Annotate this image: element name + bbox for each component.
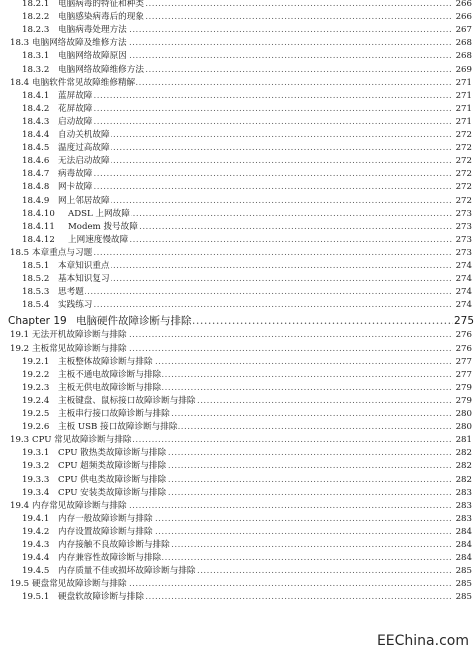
toc-number: 18.2.3 [22, 25, 50, 36]
toc-page-number: 272 [455, 143, 472, 154]
toc-page-number: 277 [455, 356, 472, 367]
toc-page-number: 285 [455, 566, 472, 577]
toc-section [0, 578, 475, 590]
toc-title: 网卡故障 [58, 182, 93, 193]
toc-number: 18.2.1 [22, 0, 50, 9]
toc-page-number: 273 [455, 208, 472, 219]
toc-chapter [0, 313, 475, 329]
toc-title: 思考题 [58, 287, 84, 298]
toc-number: Chapter 19 [8, 315, 67, 328]
toc-number: 18.4.2 [22, 103, 50, 114]
toc-section [0, 37, 475, 49]
toc-page-number: 273 [455, 247, 472, 258]
toc-page-number: 273 [455, 221, 472, 232]
toc-number: 18.4.12 [22, 234, 55, 245]
toc-page-number: 283 [455, 500, 472, 511]
toc-section [0, 500, 475, 512]
toc-page-number: 284 [455, 553, 472, 564]
toc-subsection [0, 286, 475, 298]
toc-section [0, 247, 475, 259]
toc-page-number: 285 [455, 592, 472, 603]
toc-page-number: 268 [455, 51, 472, 62]
toc-subsection [0, 408, 475, 420]
toc-subsection [0, 50, 475, 62]
toc-number: 19.4.1 [22, 513, 50, 524]
toc-page-number: 280 [455, 422, 472, 433]
toc-number: 18.4 [10, 77, 30, 88]
watermark: EEChina.com [376, 633, 469, 649]
toc-title: 主板不通电故障诊断与排除 [58, 369, 162, 380]
toc-title: 蓝屏故障 [58, 90, 93, 101]
toc-number: 18.5.4 [22, 300, 50, 311]
toc-number: 19.2 [10, 343, 30, 354]
toc-subsection [0, 526, 475, 538]
toc-number: 19.4.2 [22, 526, 50, 537]
toc-title: 基本知识复习 [58, 274, 110, 285]
toc-subsection [0, 168, 475, 180]
toc-leader [58, 181, 453, 193]
toc-subsection [0, 64, 475, 76]
toc-subsection [0, 460, 475, 472]
toc-number: 18.2.2 [22, 12, 50, 23]
toc-number: 19.3.4 [22, 487, 50, 498]
toc-subsection [0, 116, 475, 128]
toc-title: 花屏故障 [58, 103, 93, 114]
toc-number: 19.4.5 [22, 566, 50, 577]
toc-page-number: 271 [455, 116, 472, 127]
toc-subsection [0, 487, 475, 499]
toc-number: 19.4.3 [22, 540, 50, 550]
toc-number: 19.3 [10, 435, 30, 446]
toc-title: 主板无供电故障诊断与排除 [58, 382, 162, 393]
toc-subsection [0, 421, 475, 433]
toc-section [0, 343, 475, 355]
toc-subsection [0, 565, 475, 577]
toc-leader [58, 129, 453, 141]
toc-subsection [0, 11, 475, 23]
toc-page-number: 266 [455, 12, 472, 23]
toc-number: 19.2.3 [22, 382, 50, 393]
toc-page-number: 284 [455, 540, 472, 550]
toc-number: 18.5 [10, 247, 30, 258]
toc-leader [32, 247, 453, 259]
toc-title: 无法启动故障 [58, 156, 110, 167]
toc-title: 本章知识重点 [58, 261, 110, 271]
toc-number: 18.4.1 [22, 90, 50, 101]
toc-title: 电脑网络故障及维修方法 [32, 38, 127, 49]
toc-page-number: 271 [455, 103, 472, 114]
toc-leader [58, 286, 453, 298]
toc-title: 电脑网络故障维修方法 [58, 64, 144, 75]
toc-leader [58, 299, 453, 311]
toc-page-number: 267 [455, 25, 472, 36]
toc-page-number: 281 [455, 435, 472, 446]
toc-page-number: 280 [455, 409, 472, 419]
toc-subsection [0, 447, 475, 459]
toc-title: 内存一般故障诊断与排除 [58, 513, 153, 524]
toc-number: 18.5.3 [22, 287, 50, 298]
toc-title: 内存质量不佳或损坏故障诊断与排除 [58, 566, 196, 577]
toc-title: CPU 供电类故障诊断与排除 [58, 474, 167, 485]
toc-title: CPU 安装类故障诊断与排除 [58, 487, 167, 498]
toc-subsection [0, 552, 475, 564]
toc-title: 主板整体故障诊断与排除 [58, 356, 153, 367]
toc-subsection [0, 103, 475, 115]
toc-subsection [0, 273, 475, 285]
toc-title: 硬盘软故障诊断与排除 [58, 592, 144, 603]
toc-subsection [0, 369, 475, 381]
toc-subsection [0, 539, 475, 551]
toc-title: 电脑硬件故障诊断与排除 [76, 315, 192, 328]
toc-subsection [0, 142, 475, 154]
toc-page-number: 272 [455, 169, 472, 180]
toc-page-number: 274 [455, 300, 472, 311]
toc-leader [58, 195, 453, 207]
toc-page-number: 283 [455, 487, 472, 498]
toc-page-number: 272 [455, 130, 472, 140]
toc-title: 内存常见故障诊断与排除 [32, 500, 127, 511]
toc-page-number: 282 [455, 474, 472, 485]
toc-page-number: 283 [455, 513, 472, 524]
toc-subsection [0, 221, 475, 233]
toc-title: 启动故障 [58, 116, 93, 127]
toc-number: 18.3.2 [22, 64, 50, 75]
toc-title: CPU 常见故障诊断与排除 [32, 435, 132, 446]
toc-page-number: 275 [454, 315, 475, 328]
toc-title: 电脑网络故障原因 [58, 51, 127, 62]
toc-number: 18.4.8 [22, 182, 50, 193]
toc-page-number: 274 [455, 287, 472, 298]
toc-title: 上网速度慢故障 [68, 234, 129, 245]
toc-number: 19.2.6 [22, 422, 50, 433]
toc-subsection [0, 474, 475, 486]
toc-title: 主板串行接口故障诊断与排除 [58, 409, 170, 419]
toc-subsection [0, 195, 475, 207]
toc-page-number: 282 [455, 461, 472, 472]
toc-subsection [0, 234, 475, 246]
toc-title: 温度过高故障 [58, 143, 110, 154]
toc-subsection [0, 181, 475, 193]
toc-subsection [0, 591, 475, 603]
toc-title: ADSL 上网故障 [68, 208, 130, 219]
toc-page-number: 272 [455, 182, 472, 193]
toc-page-number: 272 [455, 156, 472, 167]
toc-number: 18.4.3 [22, 116, 50, 127]
toc-number: 18.3.1 [22, 51, 50, 62]
toc-number: 18.4.11 [22, 221, 55, 232]
toc-subsection [0, 382, 475, 394]
toc-title: CPU 散热类故障诊断与排除 [58, 448, 167, 459]
toc-title: 内存接触不良故障诊断与排除 [58, 540, 170, 550]
toc-page-number: 274 [455, 274, 472, 285]
toc-title: 电脑软件常见故障维修精解 [32, 77, 136, 88]
toc-number: 19.4 [10, 500, 30, 511]
toc-leader [58, 155, 453, 167]
toc-page-number: 271 [455, 77, 472, 88]
toc-number: 19.5.1 [22, 592, 50, 603]
toc-title: 网上邻居故障 [58, 195, 110, 206]
toc-page-number: 271 [455, 90, 472, 101]
toc-page-number: 279 [455, 382, 472, 393]
toc-number: 18.3 [10, 38, 30, 49]
toc-subsection [0, 208, 475, 220]
toc-number: 18.4.10 [22, 208, 55, 219]
toc-number: 18.5.2 [22, 274, 50, 285]
toc-title: 自动关机故障 [58, 130, 110, 140]
toc-number: 19.2.1 [22, 356, 50, 367]
toc-page-number: 268 [455, 38, 472, 49]
toc-subsection [0, 260, 475, 272]
toc-number: 19.3.1 [22, 448, 50, 459]
toc-number: 19.3.3 [22, 474, 50, 485]
toc-title: 电脑感染病毒后的现象 [58, 12, 144, 23]
toc-leader [58, 168, 453, 180]
toc-subsection [0, 513, 475, 525]
toc-title: 内存设置故障诊断与排除 [58, 526, 153, 537]
toc-subsection [0, 0, 475, 10]
toc-subsection [0, 129, 475, 141]
toc-title: 本章重点与习题 [32, 247, 93, 258]
toc-subsection [0, 299, 475, 311]
toc-page-number: 269 [455, 64, 472, 75]
toc-number: 18.4.7 [22, 169, 50, 180]
toc-page-number: 276 [455, 343, 472, 354]
toc-leader [58, 142, 453, 154]
toc-page-number: 272 [455, 195, 472, 206]
toc-number: 18.5.1 [22, 261, 50, 271]
toc-number: 19.2.5 [22, 409, 50, 419]
toc-section [0, 329, 475, 341]
toc-subsection [0, 155, 475, 167]
toc-subsection [0, 90, 475, 102]
toc-title: Modem 拨号故障 [68, 221, 138, 232]
toc-title: 电脑病毒处理方法 [58, 25, 127, 36]
toc-number: 18.4.9 [22, 195, 50, 206]
toc-page-number: 279 [455, 395, 472, 406]
toc-title: 主板常见故障诊断与排除 [32, 343, 127, 354]
toc-page-number: 277 [455, 369, 472, 380]
toc-page-number: 282 [455, 448, 472, 459]
toc-page-number: 274 [455, 261, 472, 271]
toc-number: 19.2.2 [22, 369, 50, 380]
toc-number: 19.3.2 [22, 461, 50, 472]
toc-number: 19.4.4 [22, 553, 50, 564]
toc-title: 硬盘常见故障诊断与排除 [32, 579, 127, 590]
toc-title: 无法开机故障诊断与排除 [32, 330, 127, 341]
toc-page-number: 273 [455, 234, 472, 245]
toc-number: 19.5 [10, 579, 30, 590]
toc-number: 18.4.4 [22, 130, 50, 140]
toc-title: 电脑病毒的特征和种类 [58, 0, 144, 9]
toc-leader [58, 260, 453, 272]
toc-title: CPU 超频类故障诊断与排除 [58, 461, 167, 472]
toc-section [0, 77, 475, 89]
toc-title: 主板 USB 接口故障诊断与排除 [58, 422, 178, 433]
toc-subsection [0, 356, 475, 368]
toc-page-number: 276 [455, 330, 472, 341]
toc-title: 实践练习 [58, 300, 93, 311]
toc-title: 主板键盘、鼠标接口故障诊断与排除 [58, 395, 196, 406]
toc-leader [58, 116, 453, 128]
toc-title: 内存兼容性故障诊断与排除 [58, 553, 162, 564]
toc-page-number: 266 [455, 0, 472, 9]
toc-leader [58, 90, 453, 102]
toc-leader [58, 273, 453, 285]
toc-subsection [0, 395, 475, 407]
toc-page-number: 285 [455, 579, 472, 590]
toc-title: 病毒故障 [58, 169, 93, 180]
toc-section [0, 434, 475, 446]
toc-number: 19.1 [10, 330, 30, 341]
toc-number: 18.4.5 [22, 143, 50, 154]
toc-subsection [0, 24, 475, 36]
toc-page-number: 284 [455, 526, 472, 537]
toc-number: 19.2.4 [22, 395, 50, 406]
toc-leader [58, 103, 453, 115]
toc-number: 18.4.6 [22, 156, 50, 167]
